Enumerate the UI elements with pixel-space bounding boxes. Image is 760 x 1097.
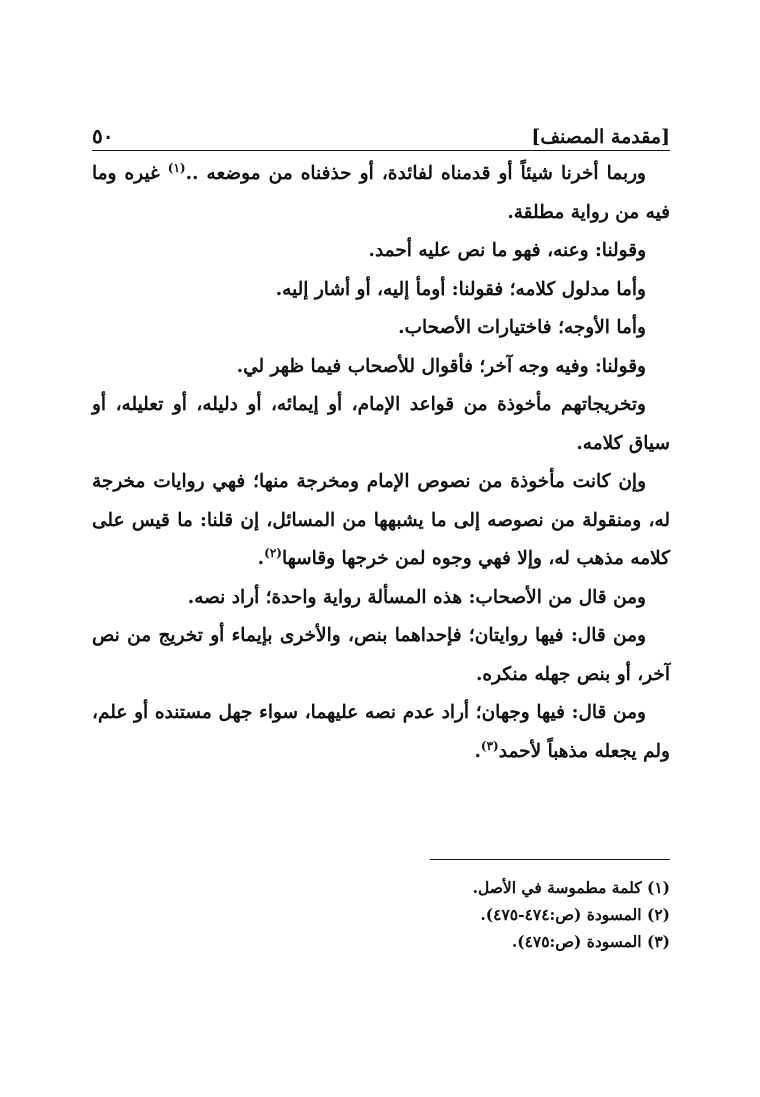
footnote-ref[interactable]: (٢) bbox=[264, 545, 282, 560]
paragraph: وإن كانت مأخوذة من نصوص الإمام ومخرجة منها؛ فهي روايات مخرجة له، ومنقولة من نصوصه إلى ما يشبهها من المسائل، إن قلنا: ما قيس على كلامه مذهب له، وإلا فهي وجوه لمن خرجها وقاسها$^{(٢)}$. bbox=[92, 471, 670, 569]
paragraph: وقولنا: وعنه، فهو ما نص عليه أحمد. bbox=[368, 240, 646, 261]
paragraph: ومن قال: فيها روايتان؛ فإحداهما بنص، والأخرى بإيماء أو تخريج من نص آخر، أو بنص جهله منكره. bbox=[92, 625, 670, 685]
page-header bbox=[92, 118, 670, 151]
paragraph: ومن قال من الأصحاب: هذه المسألة رواية واحدة؛ أراد نصه. bbox=[187, 586, 646, 608]
footnote-separator bbox=[430, 859, 670, 860]
paragraph: وقولنا: وفيه وجه آخر؛ فأقوال للأصحاب فيما ظهر لي. bbox=[236, 355, 646, 377]
footnote: (٣) المسودة (ص:٤٧٥). bbox=[511, 932, 670, 951]
book-page bbox=[92, 118, 670, 955]
paragraph: وأما مدلول كلامه؛ فقولنا: أومأ إليه، أو أشار إليه. bbox=[275, 278, 646, 300]
footnotes bbox=[92, 874, 670, 955]
footnote-ref[interactable]: (١) bbox=[167, 160, 186, 175]
paragraph: وربما أخرنا شيئاً أو قدمناه لفائدة، أو حذفناه من موضعه ..$^{(١)}$ غيره وما فيه من رواية مطلقة. bbox=[92, 160, 670, 223]
paragraph: ومن قال: فيها وجهان؛ أراد عدم نصه عليهما، سواء جهل مستنده أو علم، ولم يجعله مذهباً لأحمد$^{(٣)}$. bbox=[92, 702, 670, 762]
footnote: (٢) المسودة (ص:٤٧٤-٤٧٥). bbox=[480, 905, 670, 924]
paragraph: وتخريجاتهم مأخوذة من قواعد الإمام، أو إيمائه، أو دليله، أو تعليله، أو سياق كلامه. bbox=[92, 394, 670, 454]
main-text bbox=[92, 155, 670, 771]
paragraph: وأما الأوجه؛ فاختيارات الأصحاب. bbox=[398, 317, 646, 338]
footnote: (١) كلمة مطموسة في الأصل. bbox=[472, 878, 670, 897]
page-number: ٥٠ bbox=[92, 124, 114, 148]
footnote-ref[interactable]: (٣) bbox=[480, 738, 499, 753]
section-title: [مقدمة المصنف] bbox=[531, 126, 670, 148]
